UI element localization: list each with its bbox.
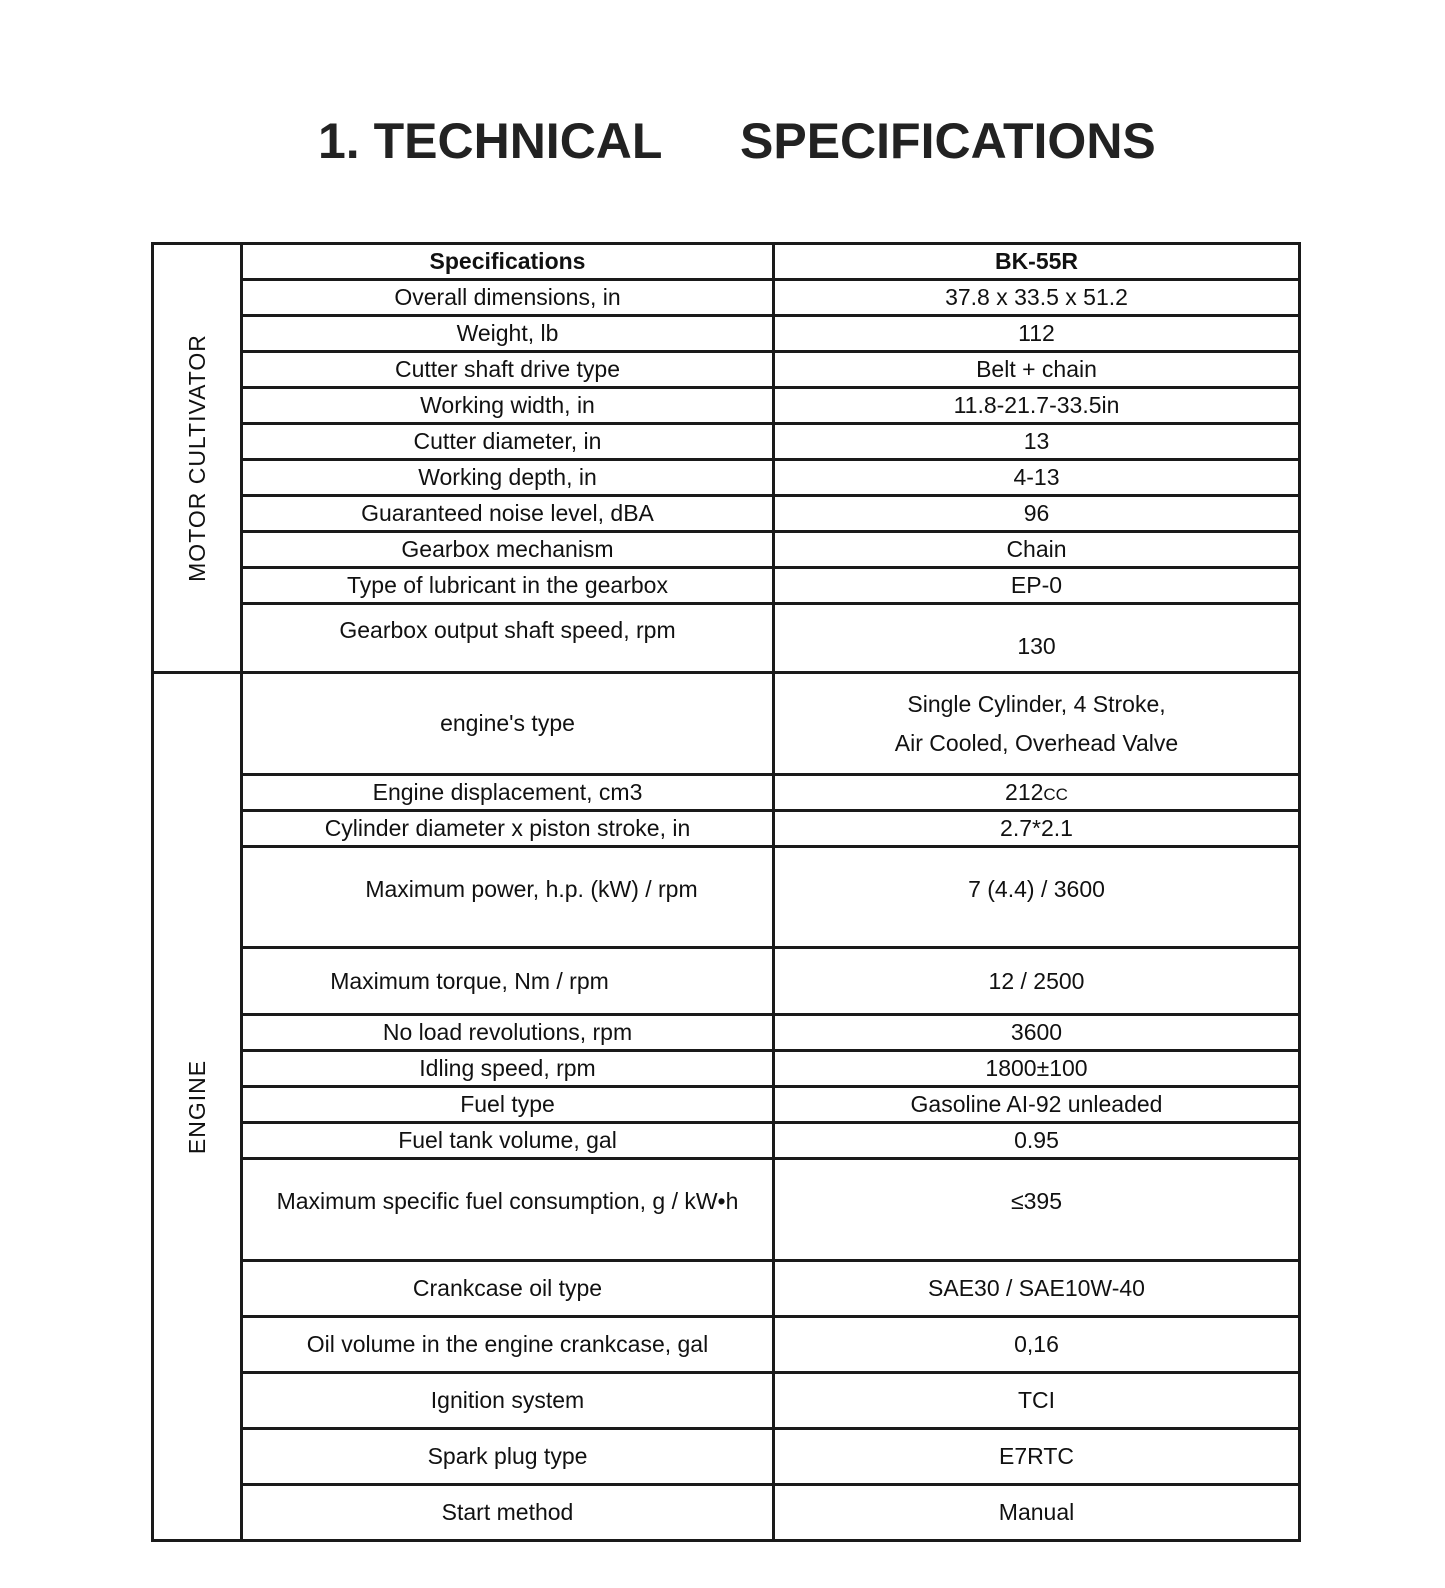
row-label: Cutter diameter, in bbox=[242, 424, 774, 460]
table-row bbox=[153, 316, 1300, 352]
row-label: No load revolutions, rpm bbox=[242, 1015, 774, 1051]
row-label: Overall dimensions, in bbox=[242, 280, 774, 316]
table-row bbox=[153, 1123, 1300, 1159]
row-value: 0,16 bbox=[774, 1317, 1300, 1373]
row-label: Idling speed, rpm bbox=[242, 1051, 774, 1087]
header-spec: Specifications bbox=[242, 244, 774, 280]
row-value: 37.8 x 33.5 x 51.2 bbox=[774, 280, 1300, 316]
row-value bbox=[774, 604, 1300, 673]
row-label: engine's type bbox=[242, 673, 774, 775]
row-value: 11.8-21.7-33.5in bbox=[774, 388, 1300, 424]
row-label bbox=[242, 1159, 774, 1261]
row-label: Guaranteed noise level, dBA bbox=[242, 496, 774, 532]
table-row bbox=[153, 1159, 1300, 1261]
row-label: Weight, lb bbox=[242, 316, 774, 352]
row-label-text: Maximum torque, Nm / rpm bbox=[330, 967, 609, 994]
row-label: Engine displacement, cm3 bbox=[242, 775, 774, 811]
row-value-unit: CC bbox=[1043, 785, 1068, 805]
page-title bbox=[0, 112, 1445, 172]
row-value-line-1: Single Cylinder, 4 Stroke, bbox=[907, 691, 1166, 718]
row-label: Cutter shaft drive type bbox=[242, 352, 774, 388]
table-row bbox=[153, 811, 1300, 847]
row-label bbox=[242, 604, 774, 673]
table-row bbox=[153, 352, 1300, 388]
row-label: Oil volume in the engine crankcase, gal bbox=[242, 1317, 774, 1373]
row-value bbox=[774, 673, 1300, 775]
row-label: Crankcase oil type bbox=[242, 1261, 774, 1317]
row-label: Type of lubricant in the gearbox bbox=[242, 568, 774, 604]
row-value: 4-13 bbox=[774, 460, 1300, 496]
row-value: 1800±100 bbox=[774, 1051, 1300, 1087]
header-model: BK-55R bbox=[774, 244, 1300, 280]
table-row bbox=[153, 775, 1300, 811]
table-row bbox=[153, 280, 1300, 316]
section-engine bbox=[153, 673, 242, 1541]
row-label: Spark plug type bbox=[242, 1429, 774, 1485]
row-value: SAE30 / SAE10W-40 bbox=[774, 1261, 1300, 1317]
row-value: Manual bbox=[774, 1485, 1300, 1541]
row-value: EP-0 bbox=[774, 568, 1300, 604]
table-row bbox=[153, 1015, 1300, 1051]
row-label: Fuel type bbox=[242, 1087, 774, 1123]
row-value: Belt + chain bbox=[774, 352, 1300, 388]
row-label-text: Maximum power, h.p. (kW) / rpm bbox=[365, 875, 698, 902]
table-row bbox=[153, 496, 1300, 532]
row-value-text: 7 (4.4) / 3600 bbox=[968, 875, 1105, 902]
row-value: 2.7*2.1 bbox=[774, 811, 1300, 847]
row-value: E7RTC bbox=[774, 1429, 1300, 1485]
row-value: 0.95 bbox=[774, 1123, 1300, 1159]
table-row bbox=[153, 460, 1300, 496]
row-label: Gearbox mechanism bbox=[242, 532, 774, 568]
section-label: MOTOR CULTIVATOR bbox=[183, 334, 210, 582]
row-value: TCI bbox=[774, 1373, 1300, 1429]
table-row bbox=[153, 424, 1300, 460]
row-label-text: Maximum specific fuel consumption, g / kW•h bbox=[276, 1188, 739, 1215]
row-label: Cylinder diameter x piston stroke, in bbox=[242, 811, 774, 847]
title-part-2: SPECIFICATIONS bbox=[740, 113, 1156, 169]
row-label: Ignition system bbox=[242, 1373, 774, 1429]
row-value: 3600 bbox=[774, 1015, 1300, 1051]
table-row bbox=[153, 568, 1300, 604]
table-row bbox=[153, 948, 1300, 1015]
table-row bbox=[153, 1317, 1300, 1373]
row-value-text: ≤395 bbox=[1011, 1188, 1062, 1215]
row-value: 12 / 2500 bbox=[774, 948, 1300, 1015]
table-row bbox=[153, 673, 1300, 775]
row-label: Fuel tank volume, gal bbox=[242, 1123, 774, 1159]
row-label bbox=[242, 948, 774, 1015]
table-row bbox=[153, 1429, 1300, 1485]
table-header-row bbox=[153, 244, 1300, 280]
row-value: 13 bbox=[774, 424, 1300, 460]
table-row bbox=[153, 388, 1300, 424]
row-label: Working width, in bbox=[242, 388, 774, 424]
row-value-number: 212 bbox=[1005, 779, 1044, 806]
table-row bbox=[153, 532, 1300, 568]
table-row bbox=[153, 847, 1300, 948]
row-value-text: 130 bbox=[1017, 632, 1056, 659]
row-value bbox=[774, 1159, 1300, 1261]
row-label: Start method bbox=[242, 1485, 774, 1541]
specifications-table bbox=[151, 242, 1301, 1542]
row-label-text: Gearbox output shaft speed, rpm bbox=[339, 616, 676, 643]
row-value: Chain bbox=[774, 532, 1300, 568]
row-value bbox=[774, 775, 1300, 811]
table-row bbox=[153, 1373, 1300, 1429]
table-row bbox=[153, 1485, 1300, 1541]
section-motor-cultivator bbox=[153, 244, 242, 673]
row-value-line-2: Air Cooled, Overhead Valve bbox=[894, 729, 1179, 756]
row-value: 96 bbox=[774, 496, 1300, 532]
table-row bbox=[153, 1087, 1300, 1123]
table-row bbox=[153, 604, 1300, 673]
row-value bbox=[774, 847, 1300, 948]
section-label: ENGINE bbox=[183, 1059, 210, 1154]
row-label bbox=[242, 847, 774, 948]
row-value: Gasoline AI-92 unleaded bbox=[774, 1087, 1300, 1123]
table-row bbox=[153, 1261, 1300, 1317]
row-value: 112 bbox=[774, 316, 1300, 352]
table-row bbox=[153, 1051, 1300, 1087]
row-label: Working depth, in bbox=[242, 460, 774, 496]
title-part-1: 1. TECHNICAL bbox=[318, 113, 663, 169]
